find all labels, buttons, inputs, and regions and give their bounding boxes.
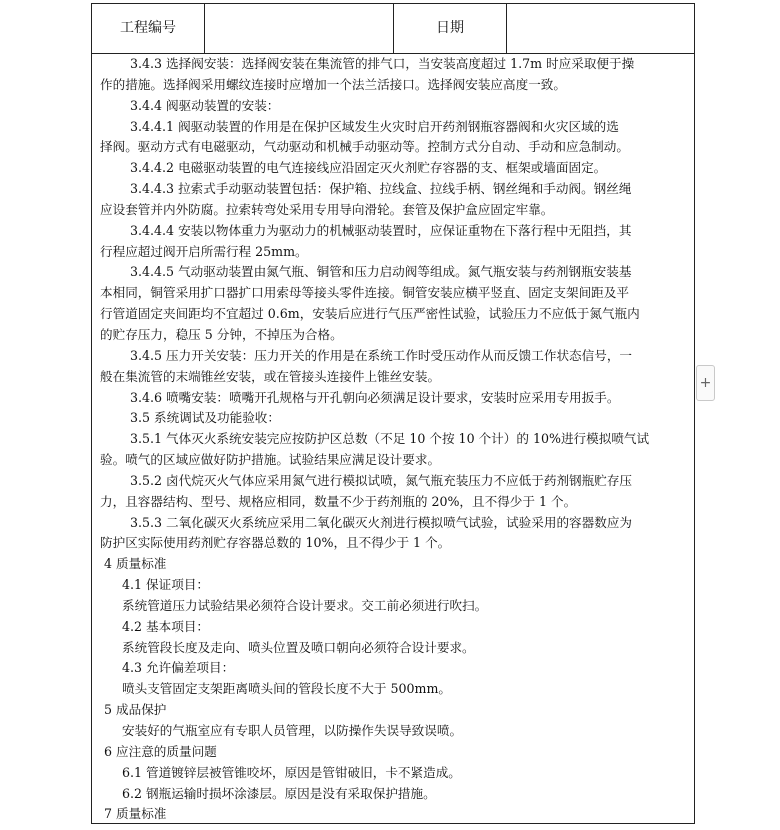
text-line: 安装好的气瓶室应有专职人员管理，以防操作失误导致误喷。 — [122, 723, 463, 738]
date-label: 日期 — [394, 4, 507, 53]
text-line: 作的措施。选择阀采用螺纹连接时应增加一个法兰活接口。选择阀安装应高度一致。 — [100, 76, 566, 92]
text-line: 行管道固定夹间距均不宜超过 0.6m，安装后应进行气压严密性试验，试验压力不应低于氮气瓶内 — [100, 306, 640, 322]
text-line: 择阀。驱动方式有电磁驱动，气动驱动和机械手动驱动等。控制方式分自动、手动和应急制动。 — [100, 139, 629, 155]
text-line: 系统管道压力试验结果必须符合设计要求。交工前必须进行吹扫。 — [122, 597, 488, 613]
text-line: 应设套管并内外防腐。拉索转弯处采用专用导向滑轮。套管及保护盒应固定牢靠。 — [100, 201, 554, 217]
text-line: 系统管段长度及走向、喷头位置及喷口朝向必须符合设计要求。 — [122, 639, 475, 655]
text-line: 本相同，铜管采用扩口器扩口用索母等接头零件连接。铜管安装应横平竖直、固定支架间距及平 — [100, 285, 629, 301]
text-line: 5 成品保护 — [104, 702, 167, 718]
date-value — [507, 4, 694, 53]
project-no-label: 工程编号 — [92, 4, 205, 53]
text-line: 3.5.3 二氧化碳灭火系统应采用二氧化碳灭火剂进行模拟喷气试验，试验采用的容器数应为 — [130, 514, 633, 530]
text-line: 喷头支管固定支架距离喷头间的管段长度不大于 500mm。 — [122, 681, 451, 697]
header-row — [92, 4, 694, 54]
text-line: 6 应注意的质量问题 — [104, 743, 217, 759]
text-line: 6.2 钢瓶运输时损坏涂漆层。原因是没有采取保护措施。 — [122, 785, 436, 801]
text-line: 3.4.4.3 拉索式手动驱动装置包括：保护箱、拉线盒、拉线手柄、钢丝绳和手动阀。钢丝绳 — [130, 181, 632, 197]
text-line: 7 质量标准 — [104, 806, 167, 822]
text-line: 3.5.2 卤代烷灭火气体应采用氮气进行模拟试喷，氮气瓶充装压力不应低于药剂钢瓶贮存压 — [130, 472, 633, 488]
document-sheet — [91, 3, 695, 824]
text-line: 3.4.4 阀驱动装置的安装： — [130, 97, 280, 113]
text-line: 3.4.4.1 阀驱动装置的作用是在保护区域发生火灾时启开药剂钢瓶容器阀和火灾区域的选 — [130, 118, 619, 134]
document-body — [100, 54, 688, 824]
project-no-value — [205, 4, 394, 53]
text-line: 3.4.4.4 安装以物体重力为驱动力的机械驱动装置时，应保证重物在下落行程中无阻挡，其 — [130, 222, 632, 238]
plus-icon: + — [699, 375, 712, 391]
text-line: 3.4.6 喷嘴安装：喷嘴开孔规格与开孔朝向必须满足设计要求，安装时应采用专用扳手。 — [130, 389, 620, 405]
text-line: 验。喷气的区域应做好防护措施。试验结果应满足设计要求。 — [100, 452, 441, 468]
text-line: 般在集流管的末端锥丝安装，或在管接头连接件上锥丝安装。 — [100, 368, 441, 384]
text-line: 3.4.4.5 气动驱动装置由氮气瓶、铜管和压力启动阀等组成。氮气瓶安装与药剂钢瓶安装基 — [130, 264, 632, 280]
text-line: 3.5.1 气体灭火系统安装完应按防护区总数（不足 10 个按 10 个计）的 10%进行模拟喷气试 — [130, 431, 650, 447]
text-line: 3.5 系统调试及功能验收： — [130, 410, 280, 426]
expand-plus-button[interactable] — [696, 365, 715, 401]
text-line: 4.3 允许偏差项目： — [122, 660, 235, 676]
text-line: 4.2 基本项目： — [122, 618, 210, 634]
text-line: 3.4.5 压力开关安装：压力开关的作用是在系统工作时受压动作从而反馈工作状态信号，一 — [130, 347, 633, 363]
text-line: 的贮存压力，稳压 5 分钟，不掉压为合格。 — [100, 326, 343, 342]
text-line: 4 质量标准 — [104, 556, 167, 572]
text-line: 行程应超过阀开启所需行程 25mm。 — [100, 243, 308, 259]
text-line: 4.1 保证项目： — [122, 577, 210, 593]
text-line: 6.1 管道镀锌层被管锥咬坏，原因是管钳破旧，卡不紧造成。 — [122, 764, 461, 780]
text-line: 防护区实际使用药剂贮存容器总数的 10%，且不得少于 1 个。 — [100, 535, 451, 551]
text-line: 3.4.4.2 电磁驱动装置的电气连接线应沿固定灭火剂贮存容器的支、框架或墙面固定。 — [130, 160, 607, 176]
text-line: 3.4.3 选择阀安装：选择阀安装在集流管的排气口，当安装高度超过 1.7m 时应采取便于操 — [130, 56, 635, 71]
text-line: 力，且容器结构、型号、规格应相同，数量不少于药剂瓶的 20%，且不得少于 1 个。 — [100, 493, 577, 509]
